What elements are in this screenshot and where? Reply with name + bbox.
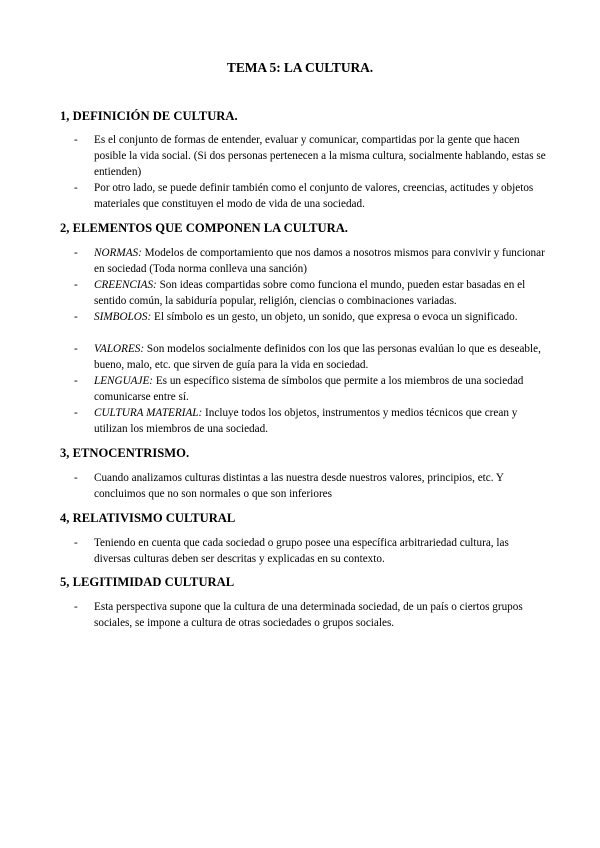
list-item: - Cuando analizamos culturas distintas a las nuestra desde nuestros valores, principios, etc. Y concluimos que no son normales o que son inferiores — [74, 472, 504, 500]
list-item: - NORMAS: Modelos de comportamiento que nos damos a nosotros mismos para convivir y funcionar en sociedad (Toda norma conlleva una sanción) — [74, 247, 545, 275]
list-item: - CREENCIAS: Son ideas compartidas sobre como funciona el mundo, pueden estar basadas en el sentido común, la sabiduría popular, religión, ciencias o combinaciones variadas. — [74, 279, 526, 307]
list-item: - VALORES: Son modelos socialmente definidos con los que las personas evalúan lo que es deseable, bueno, malo, etc. que sirven de guía para la vida en sociedad. — [74, 343, 541, 371]
list-item: - SIMBOLOS: El símbolo es un gesto, un objeto, un sonido, que expresa o evoca un significado. — [74, 311, 518, 323]
section-heading: 4, RELATIVISMO CULTURAL — [60, 511, 236, 525]
section-heading: 3, ETNOCENTRISMO. — [60, 446, 190, 460]
list-item: - Esta perspectiva supone que la cultura de una determinada sociedad, de un país o ciertos grupos sociales, se impone a cultura de otras sociedades o grupos sociales. — [74, 601, 523, 629]
list-item: - Teniendo en cuenta que cada sociedad o grupo posee una específica arbitrariedad cultura, las diversas culturas deben ser descritas y explicadas en su contexto. — [74, 537, 509, 565]
section-heading: 2, ELEMENTOS QUE COMPONEN LA CULTURA. — [60, 221, 348, 235]
list-item: - Por otro lado, se puede definir también como el conjunto de valores, creencias, actitudes y objetos materiales que constituyen el modo de vida de una sociedad. — [74, 182, 534, 210]
list-item: - CULTURA MATERIAL: Incluye todos los objetos, instrumentos y medios técnicos que crean y utilizan los miembros de una sociedad. — [74, 407, 518, 435]
section-heading: 1, DEFINICIÓN DE CULTURA. — [60, 109, 238, 123]
section-heading: 5, LEGITIMIDAD CULTURAL — [60, 575, 235, 589]
list-item: - Es el conjunto de formas de entender, evaluar y comunicar, compartidas por la gente que hacen posible la vida social. (Si dos personas pertenecen a la misma cultura, socialmente hablando, estas se entienden) — [74, 134, 546, 178]
page-title: TEMA 5: LA CULTURA. — [226, 60, 374, 75]
list-item: - LENGUAJE: Es un específico sistema de símbolos que permite a los miembros de una sociedad comunicarse entre sí. — [74, 375, 524, 403]
